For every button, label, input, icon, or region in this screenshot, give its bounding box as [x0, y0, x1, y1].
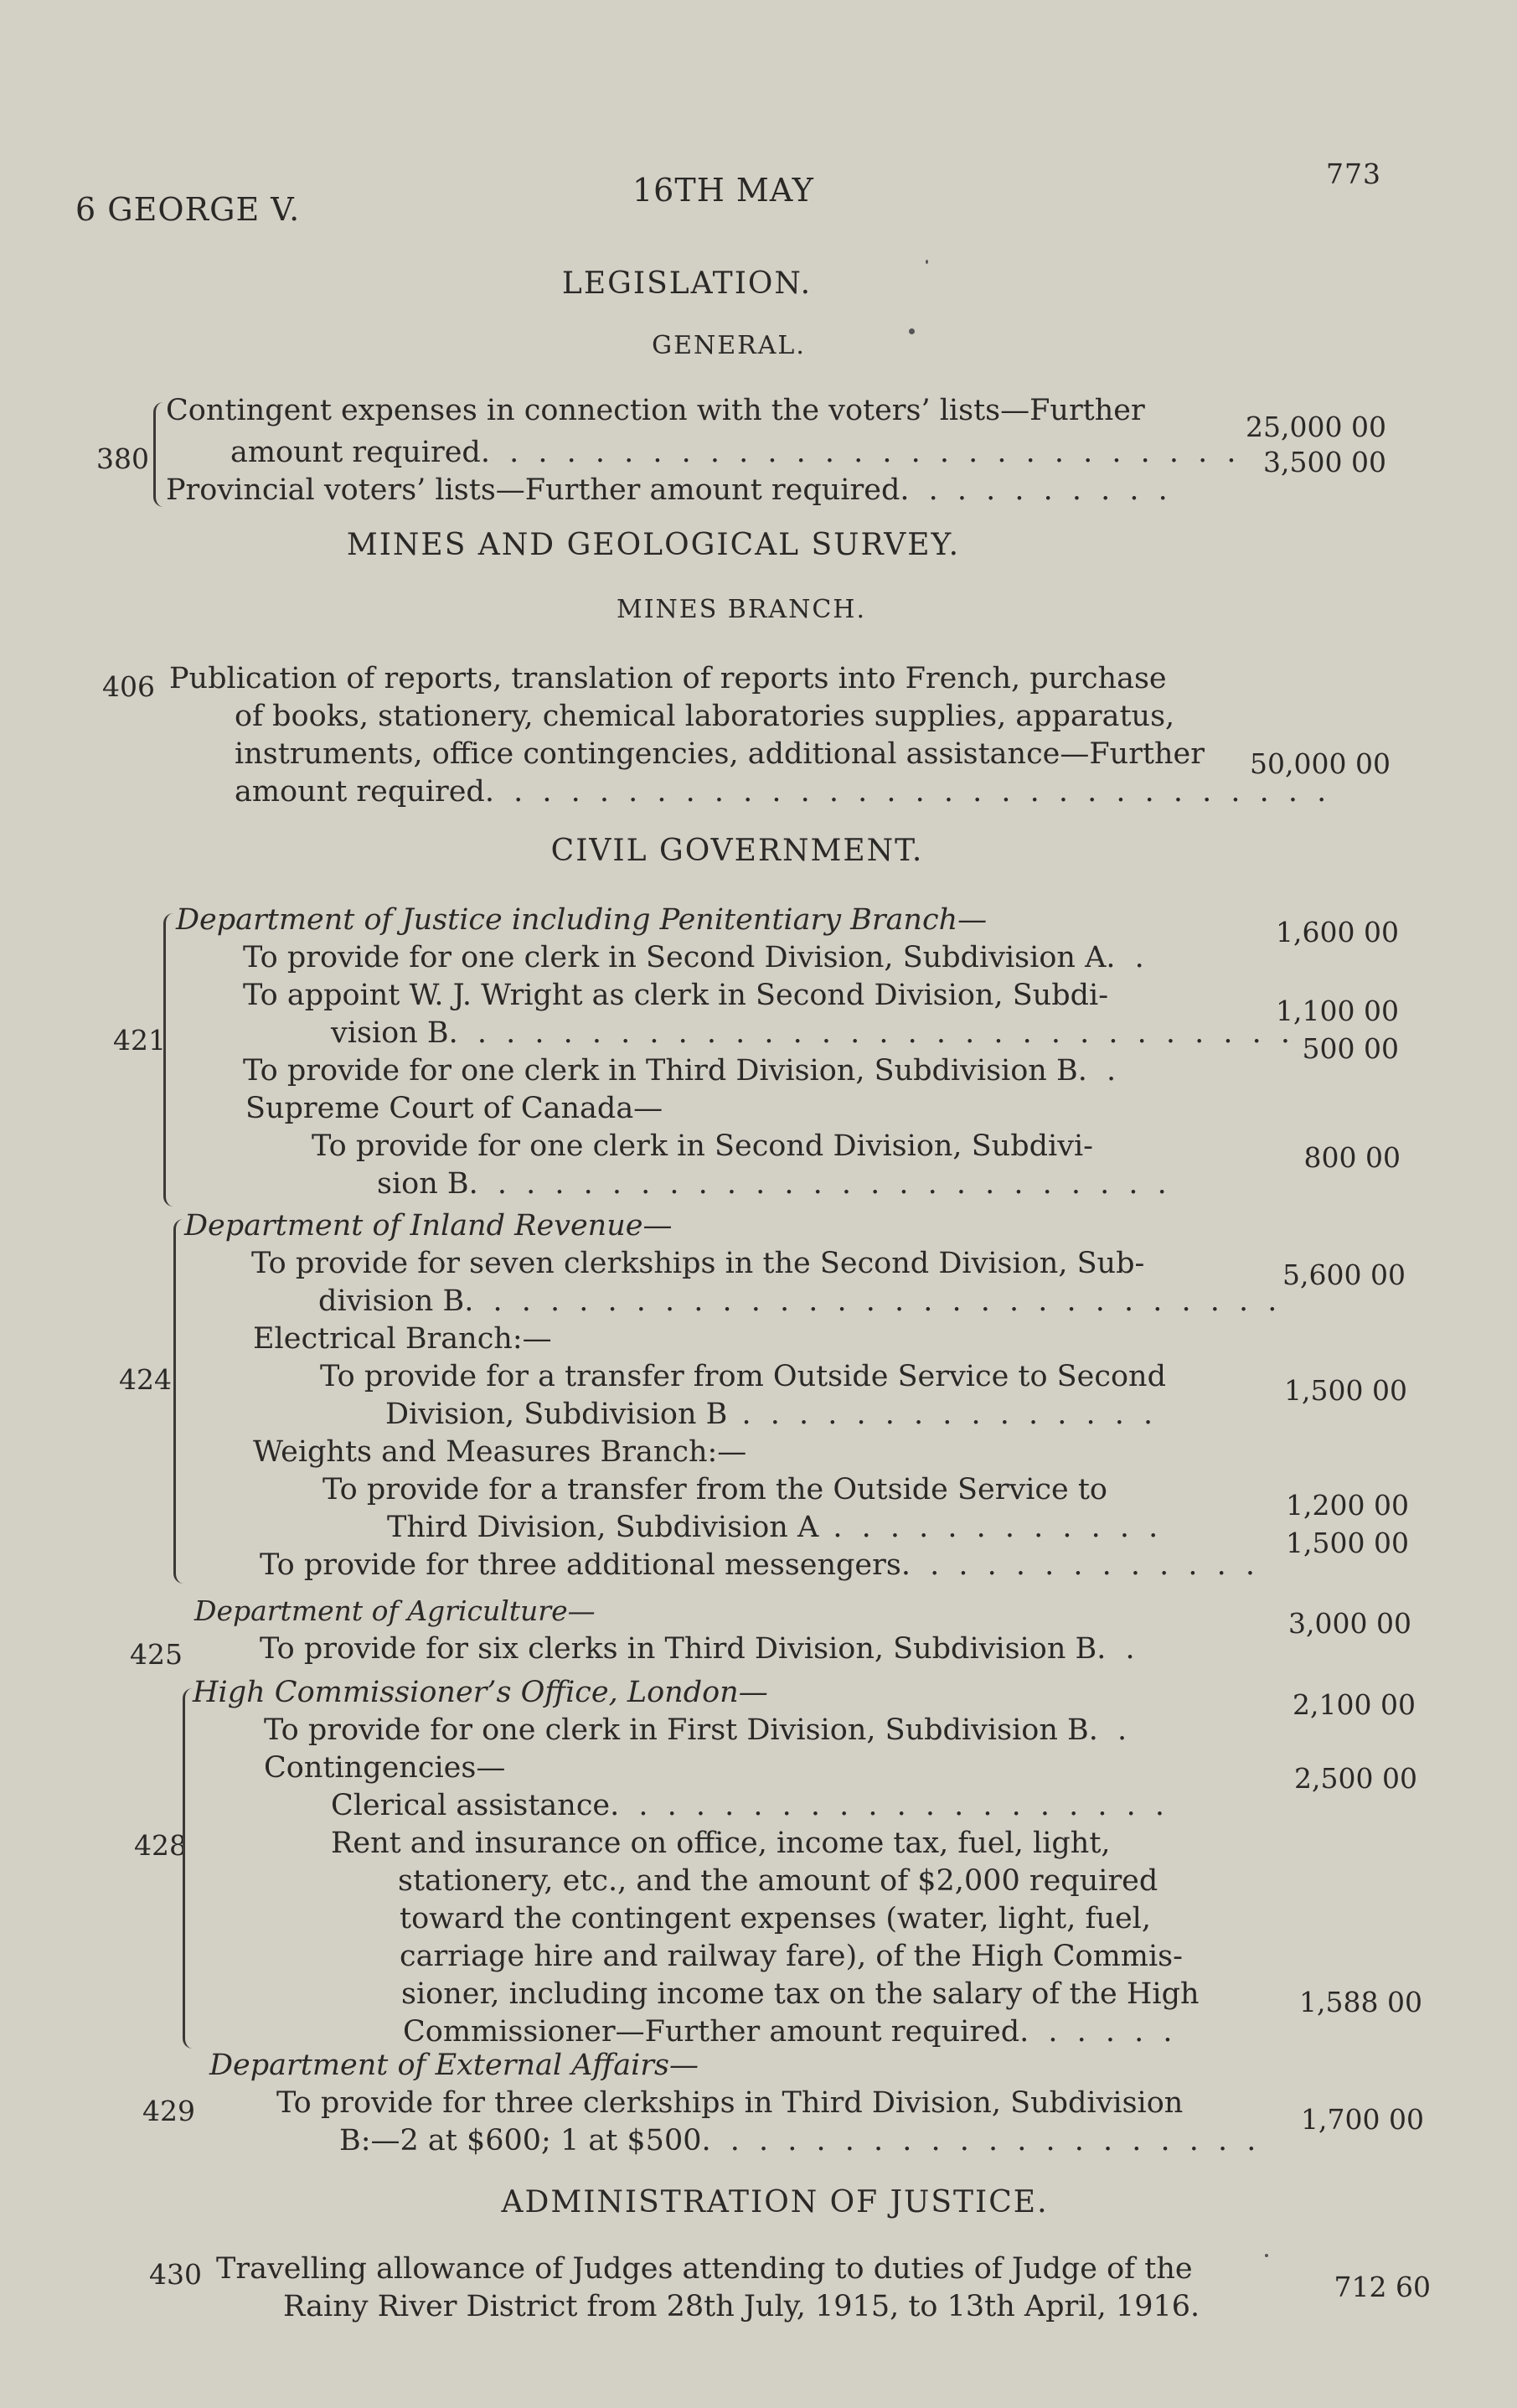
line-380-3: Provincial voters’ lists—Further amount required. . . . . . . . . . [166, 473, 1173, 507]
line-428-2: Contingencies— [264, 1751, 506, 1785]
line-380-1: Contingent expenses in connection with the voters’ lists—Further [166, 394, 1145, 427]
item-number-406: 406 [102, 670, 155, 703]
item-number-428: 428 [134, 1829, 187, 1862]
amount-425-1: 3,000 00 [1288, 1607, 1411, 1640]
heading-424: Department of Inland Revenue— [184, 1209, 673, 1243]
section-subtitle-general: GENERAL. [652, 331, 806, 360]
line-380-2: amount required. . . . . . . . . . . . . . . . . . . . . . . . . . . [230, 436, 1241, 469]
line-421-5: Supreme Court of Canada— [245, 1092, 663, 1125]
amount-428-3: 1,588 00 [1299, 1986, 1422, 2018]
item-number-380: 380 [96, 442, 149, 475]
line-424-9: To provide for three additional messengers. . . . . . . . . . . . . [260, 1548, 1260, 1582]
line-430-2: Rainy River District from 28th July, 1915, to 13th April, 1916. [283, 2290, 1200, 2323]
line-424-1: To provide for seven clerkships in the Second Division, Sub- [251, 1247, 1145, 1280]
amount-421-2: 1,100 00 [1276, 995, 1399, 1027]
line-421-6: To provide for one clerk in Second Division, Subdivi- [312, 1129, 1094, 1163]
amount-421-1: 1,600 00 [1276, 916, 1399, 948]
line-421-3: vision B. . . . . . . . . . . . . . . . . . . . . . . . . . . . . . [331, 1016, 1295, 1050]
amount-421-4: 800 00 [1303, 1141, 1401, 1174]
line-425-1: To provide for six clerks in Third Division, Subdivision B. . [260, 1632, 1140, 1666]
amount-429-1: 1,700 00 [1301, 2103, 1424, 2136]
heading-425: Department of Agriculture— [194, 1594, 596, 1627]
item-number-429: 429 [142, 2095, 195, 2127]
brace-421 [163, 913, 178, 1207]
section-title-mines: MINES AND GEOLOGICAL SURVEY. [346, 528, 961, 562]
line-428-5: stationery, etc., and the amount of $2,000 required [398, 1864, 1158, 1898]
line-421-4: To provide for one clerk in Third Division, Subdivision B. . [243, 1054, 1122, 1088]
section-title-justice: ADMINISTRATION OF JUSTICE. [501, 2185, 1049, 2219]
ink-speck [1265, 2254, 1268, 2257]
line-428-9: Commissioner—Further amount required. . . . . . [403, 2015, 1178, 2049]
amount-428-2: 2,500 00 [1294, 1762, 1417, 1795]
line-428-1: To provide for one clerk in First Division, Subdivision B. . [264, 1713, 1133, 1747]
line-428-6: toward the contingent expenses (water, light, fuel, [400, 1902, 1151, 1935]
line-424-3: Electrical Branch:— [253, 1322, 552, 1356]
line-406-4: amount required. . . . . . . . . . . . . . . . . . . . . . . . . . . . . . [235, 775, 1332, 809]
line-428-3: Clerical assistance. . . . . . . . . . . . . . . . . . . . [331, 1789, 1170, 1822]
line-424-6: Weights and Measures Branch:— [253, 1435, 747, 1469]
line-424-5: Division, Subdivision B . . . . . . . . . . . . . . . [385, 1398, 1158, 1431]
heading-428: High Commissioner’s Office, London— [193, 1676, 768, 1709]
brace-428 [183, 1688, 197, 2049]
amount-424-4: 1,500 00 [1286, 1527, 1409, 1559]
line-428-7: carriage hire and railway fare), of the High Commis- [400, 1940, 1183, 1973]
amount-424-1: 5,600 00 [1282, 1258, 1406, 1291]
section-title-civil: CIVIL GOVERNMENT. [550, 834, 924, 868]
item-number-421: 421 [113, 1024, 166, 1057]
ink-speck [926, 260, 928, 264]
line-406-1: Publication of reports, translation of reports into French, purchase [169, 662, 1167, 695]
line-424-7: To provide for a transfer from the Outside Service to [322, 1473, 1107, 1506]
line-430-1: Travelling allowance of Judges attending to duties of Judge of the [216, 2252, 1193, 2286]
line-428-8: sioner, including income tax on the salary of the High [401, 1977, 1200, 2011]
amount-428-1: 2,100 00 [1293, 1688, 1416, 1721]
line-421-1: To provide for one clerk in Second Division, Subdivision A. . [243, 941, 1149, 974]
item-number-430: 430 [149, 2258, 202, 2291]
amount-424-3: 1,200 00 [1286, 1489, 1409, 1522]
amount-421-3: 500 00 [1302, 1032, 1399, 1065]
brace-424 [173, 1219, 188, 1584]
section-title-legislation: LEGISLATION. [561, 266, 813, 301]
line-424-8: Third Division, Subdivision A . . . . . . . . . . . . [387, 1511, 1164, 1544]
line-421-7: sion B. . . . . . . . . . . . . . . . . . . . . . . . . [377, 1167, 1172, 1201]
line-424-2: division B. . . . . . . . . . . . . . . . . . . . . . . . . . . . . [318, 1284, 1282, 1318]
line-424-4: To provide for a transfer from Outside Service to Second [320, 1360, 1166, 1393]
section-subtitle-mines-branch: MINES BRANCH. [616, 595, 866, 624]
amount-406: 50,000 00 [1250, 747, 1391, 780]
heading-429: Department of External Affairs— [209, 2049, 699, 2082]
item-number-425: 425 [130, 1638, 183, 1671]
line-406-2: of books, stationery, chemical laboratories supplies, apparatus, [235, 700, 1175, 733]
line-406-3: instruments, office contingencies, additional assistance—Further [235, 737, 1205, 771]
line-429-2: B:—2 at $600; 1 at $500. . . . . . . . . . . . . . . . . . . . [339, 2124, 1262, 2157]
ink-speck [909, 328, 915, 334]
amount-380-2: 3,500 00 [1263, 446, 1386, 478]
line-428-4: Rent and insurance on office, income tax, fuel, light, [331, 1827, 1111, 1860]
amount-430-1: 712 60 [1334, 2271, 1431, 2303]
line-421-2: To appoint W. J. Wright as clerk in Second Division, Subdi- [243, 979, 1109, 1012]
amount-380-1: 25,000 00 [1246, 411, 1386, 443]
running-head-date: 16TH MAY [632, 172, 814, 209]
page-number: 773 [1326, 158, 1381, 190]
running-head-left: 6 GEORGE V. [75, 191, 301, 228]
amount-424-2: 1,500 00 [1284, 1374, 1407, 1407]
heading-421: Department of Justice including Penitentiary Branch— [176, 903, 988, 937]
item-number-424: 424 [119, 1363, 172, 1396]
line-429-1: To provide for three clerkships in Third Division, Subdivision [276, 2086, 1184, 2120]
